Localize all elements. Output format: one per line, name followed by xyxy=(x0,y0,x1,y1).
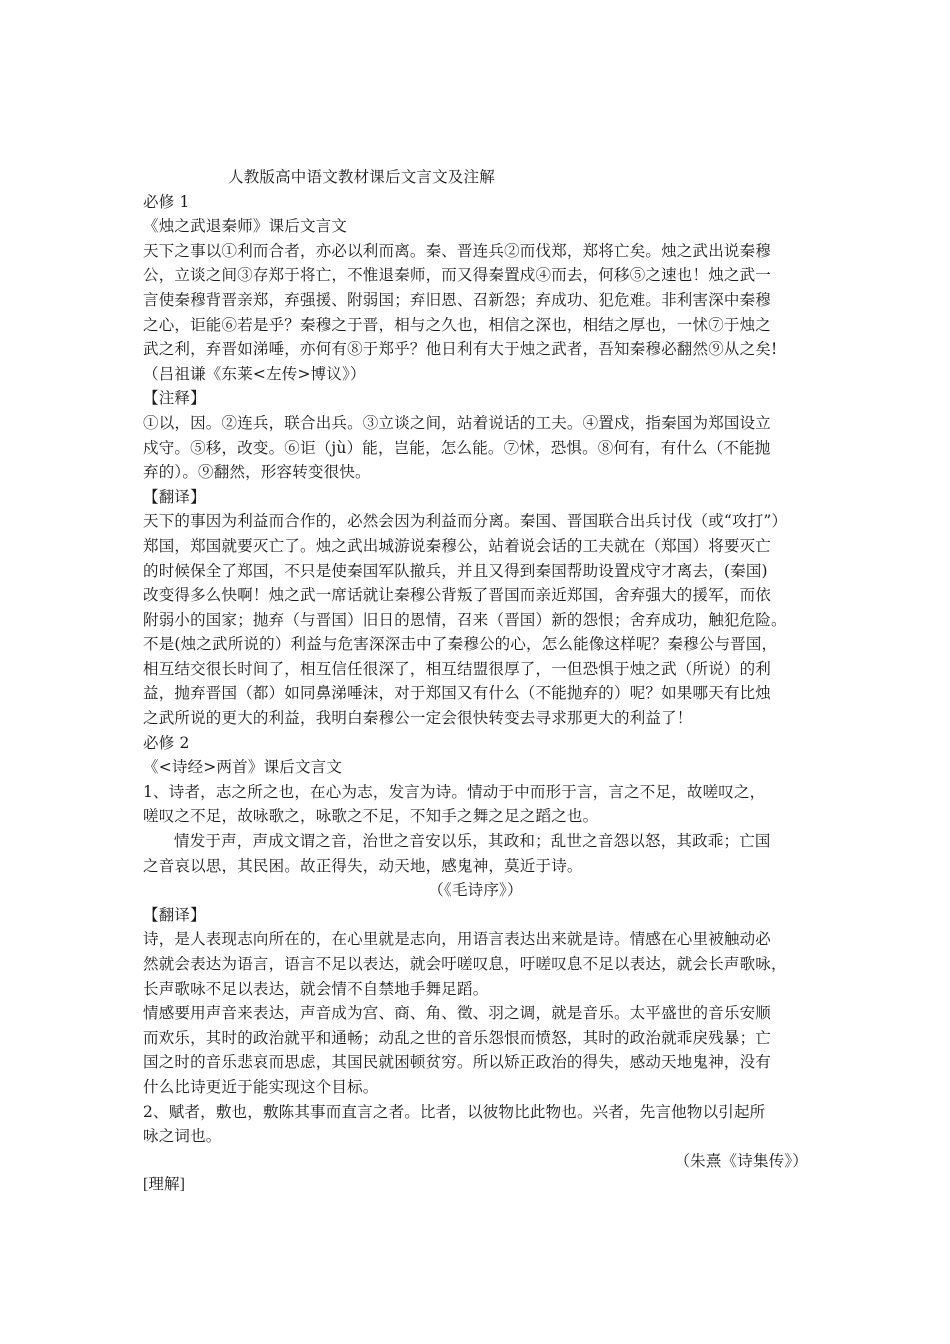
notes-label: 【注释】 xyxy=(143,389,206,408)
translation-line: 而欢乐，其时的政治就平和通畅；动乱之世的音乐怨恨而愤怒，其时的政治就乖戾残暴；亡 xyxy=(143,1028,772,1047)
translation-line: 益，抛弃晋国（都）如同鼻涕唾沫，对于郑国又有什么（不能抛弃的）呢？如果哪天有比烛 xyxy=(143,684,772,703)
passage-line: 情发于声，声成文谓之音，治世之音安以乐，其政和；乱世之音怨以怒，其政乖；亡国 xyxy=(174,832,771,851)
translation-line: 什么比诗更近于能实现这个目标。 xyxy=(143,1077,379,1096)
note-line: 弃的）。⑨翻然，形容转变很快。 xyxy=(143,463,371,482)
passage-line: 嗟叹之不足，故咏歌之，咏歌之不足，不知手之舞之足之蹈之也。 xyxy=(143,807,599,826)
translation-line: 天下的事因为利益而合作的，必然会因为利益而分离。秦国、晋国联合出兵讨伐（或“攻打”） xyxy=(143,512,788,531)
classical-passage xyxy=(143,780,808,903)
passage-line: 之心，讵能⑥若是乎？秦穆之于晋，相与之久也，相信之深也，相结之厚也，一怵⑦于烛之 xyxy=(143,315,772,334)
classical-passage xyxy=(143,239,808,387)
classical-passage xyxy=(143,1100,808,1174)
translation-line: 情感要用声音来表达，声音成为宫、商、角、徵、羽之调，就是音乐。太平盛世的音乐安顺 xyxy=(143,1004,772,1023)
translation-line: 不是(烛之武所说的）利益与危害深深击中了秦穆公的心，怎么能像这样呢？秦穆公与晋国， xyxy=(143,635,778,654)
translation-line: 改变得多么快啊！烛之武一席话就让秦穆公背叛了晋国而亲近郑国，舍弃强大的援军，而依 xyxy=(143,586,772,605)
translation-label: 【翻译】 xyxy=(143,905,206,924)
translation-block xyxy=(143,509,808,730)
section-heading: 必修 1 xyxy=(143,192,190,211)
translation-line: 之武所说的更大的利益，我明白秦穆公一定会很快转变去寻求那更大的利益了！ xyxy=(143,709,693,728)
passage-line: 公，立谈之间③存郑于将亡，不惟退秦师，而又得秦置戍④而去，何移⑤之速也！烛之武一 xyxy=(143,266,772,285)
notes-block xyxy=(143,411,808,485)
note-line: ①以，因。②连兵，联合出兵。③立谈之间，站着说话的工夫。④置戍，指秦国为郑国设立 xyxy=(143,413,772,432)
passage-line: 咏之词也。 xyxy=(143,1127,222,1146)
translation-line: 国之时的音乐悲哀而思虑，其国民就困顿贫穷。所以矫正政治的得失，感动天地鬼神，没有 xyxy=(143,1053,772,1072)
passage-line: 武之利，弃晋如涕唾，亦何有⑧于郑乎？他日利有大于烛之武者，吾知秦穆必翻然⑨从之矣! xyxy=(143,340,778,359)
passage-line: 言使秦穆背晋亲郑，弃强援、附弱国；弃旧恩、召新怨；弃成功、犯危难。非利害深中秦穆 xyxy=(143,290,772,309)
document-page xyxy=(143,165,808,1198)
passage-line: 2、赋者，敷也，敷陈其事而直言之者。比者，以彼物比此物也。兴者，先言他物以引起所 xyxy=(143,1102,766,1121)
document-title: 人教版高中语文教材课后文言文及注解 xyxy=(228,168,495,186)
translation-line: 郑国，郑国就要灭亡了。烛之武出城游说秦穆公，站着说会话的工夫就在（郑国）将要灭亡 xyxy=(143,536,772,555)
text-subtitle: 《<诗经>两首》课后文言文 xyxy=(143,758,343,777)
translation-line: 附弱小的国家；抛弃（与晋国）旧日的恩情，召来（晋国）新的怨恨；舍弃成功，触犯危险。 xyxy=(143,610,787,629)
text-subtitle: 《烛之武退秦师》课后文言文 xyxy=(143,217,348,236)
passage-source: （朱熹《诗集传》） xyxy=(674,1151,808,1170)
translation-line: 然就会表达为语言，语言不足以表达，就会吁嗟叹息，吁嗟叹息不足以表达，就会长声歌咏， xyxy=(143,955,787,973)
understanding-label: [理解] xyxy=(143,1176,186,1194)
translation-line: 诗，是人表现志向所在的，在心里就是志向，用语言表达出来就是诗。情感在心里被触动必 xyxy=(143,930,772,949)
passage-source: （《毛诗序》） xyxy=(428,881,523,900)
passage-line: 之音哀以思，其民困。故正得失，动天地，感鬼神，莫近于诗。 xyxy=(143,856,583,875)
translation-block xyxy=(143,927,808,1099)
translation-line: 的时候保全了郑国，不只是使秦国军队撤兵，并且又得到秦国帮助设置戍守才离去，(秦国) xyxy=(143,561,768,580)
translation-line: 相互结交很长时间了，相互信任很深了，相互结盟很厚了，一但恐惧于烛之武（所说）的利 xyxy=(143,659,772,678)
note-line: 戍守。⑤移，改变。⑥讵（jù）能，岂能，怎么能。⑦怵，恐惧。⑧何有，有什么（不能抛 xyxy=(143,438,771,457)
translation-label: 【翻译】 xyxy=(143,487,206,506)
passage-source: （吕祖谦《东莱<左传>博议》） xyxy=(143,364,366,383)
section-heading: 必修 2 xyxy=(143,733,190,752)
translation-line: 长声歌咏不足以表达，就会情不自禁地手舞足蹈。 xyxy=(143,979,489,998)
passage-line: 天下之事以①利而合者，亦必以利而离。秦、晋连兵②而伐郑，郑将亡矣。烛之武出说秦穆 xyxy=(143,241,772,260)
passage-line: 1、诗者，志之所之也，在心为志，发言为诗。情动于中而形于言，言之不足，故嗟叹之， xyxy=(143,782,766,801)
